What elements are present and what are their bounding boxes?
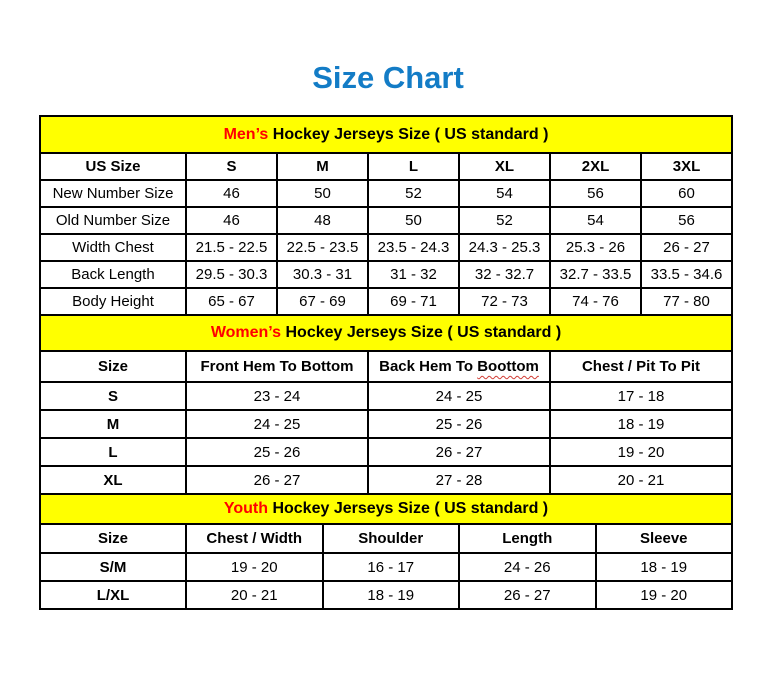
table-row [40,288,732,315]
size-value: 65 - 67 [186,288,277,315]
column-header: Size [40,524,186,553]
size-value: 20 - 21 [550,466,732,494]
column-header: S [186,153,277,180]
row-label: S [40,382,186,410]
size-value: 24 - 25 [368,382,550,410]
column-header: Shoulder [323,524,460,553]
size-value: 26 - 27 [368,438,550,466]
table-row [40,581,732,609]
size-value: 27 - 28 [368,466,550,494]
womens-caption-highlight: Women’s [210,324,282,341]
youth-caption-highlight: Youth [223,500,268,517]
size-value: 24 - 25 [186,410,368,438]
size-value: 24.3 - 25.3 [459,234,550,261]
mens-table-caption [39,115,733,154]
column-header: Chest / Width [186,524,323,553]
misspelled-word: Boottom [477,358,539,375]
womens-size-table [39,350,733,495]
table-row [40,207,732,234]
header-row [40,153,732,180]
size-value: 67 - 69 [277,288,368,315]
column-header: Chest / Pit To Pit [550,351,732,382]
youth-caption-text: Hockey Jerseys Size ( US standard ) [268,500,549,517]
size-value: 46 [186,207,277,234]
size-value: 56 [641,207,732,234]
header-row [40,524,732,553]
column-header: Front Hem To Bottom [186,351,368,382]
size-value: 18 - 19 [550,410,732,438]
size-value: 18 - 19 [323,581,460,609]
size-value: 74 - 76 [550,288,641,315]
table-row [40,261,732,288]
youth-size-table [39,523,733,610]
column-header: US Size [40,153,186,180]
size-value: 23 - 24 [186,382,368,410]
row-label: S/M [40,553,186,581]
size-value: 22.5 - 23.5 [277,234,368,261]
row-label: XL [40,466,186,494]
size-value: 32.7 - 33.5 [550,261,641,288]
page-title: Size Chart [312,60,464,95]
womens-table-caption [39,314,733,352]
row-label: L [40,438,186,466]
youth-size-section [39,493,733,610]
size-value: 18 - 19 [596,553,733,581]
row-label: Old Number Size [40,207,186,234]
size-chart-tables [39,115,733,610]
size-value: 19 - 20 [186,553,323,581]
table-row [40,180,732,207]
column-header-text: Back Hem To [379,358,478,375]
column-header: 2XL [550,153,641,180]
size-value: 30.3 - 31 [277,261,368,288]
youth-table-caption [39,493,733,525]
row-label: Body Height [40,288,186,315]
size-value: 25 - 26 [186,438,368,466]
column-header: M [277,153,368,180]
table-row [40,553,732,581]
size-value: 60 [641,180,732,207]
column-header: Sleeve [596,524,733,553]
column-header: 3XL [641,153,732,180]
size-value: 54 [550,207,641,234]
row-label: Back Length [40,261,186,288]
size-value: 77 - 80 [641,288,732,315]
table-row [40,234,732,261]
row-label: M [40,410,186,438]
womens-size-section [39,314,733,495]
mens-caption-highlight: Men’s [223,125,269,143]
table-row [40,382,732,410]
size-value: 72 - 73 [459,288,550,315]
size-value: 21.5 - 22.5 [186,234,277,261]
mens-caption-text: Hockey Jerseys Size ( US standard ) [268,125,549,143]
womens-caption-text: Hockey Jerseys Size ( US standard ) [281,324,562,341]
table-row [40,466,732,494]
size-value: 56 [550,180,641,207]
size-value: 29.5 - 30.3 [186,261,277,288]
size-value: 31 - 32 [368,261,459,288]
size-value: 46 [186,180,277,207]
size-value: 26 - 27 [186,466,368,494]
size-value: 26 - 27 [459,581,596,609]
size-value: 52 [368,180,459,207]
size-value: 25 - 26 [368,410,550,438]
column-header [368,351,550,382]
column-header: XL [459,153,550,180]
size-value: 16 - 17 [323,553,460,581]
column-header: L [368,153,459,180]
size-value: 23.5 - 24.3 [368,234,459,261]
mens-size-table [39,152,733,316]
size-value: 19 - 20 [596,581,733,609]
table-row [40,410,732,438]
mens-size-section [39,115,733,316]
size-value: 48 [277,207,368,234]
size-value: 32 - 32.7 [459,261,550,288]
header-row [40,351,732,382]
size-value: 50 [277,180,368,207]
size-value: 20 - 21 [186,581,323,609]
size-value: 19 - 20 [550,438,732,466]
table-row [40,438,732,466]
column-header: Length [459,524,596,553]
size-value: 52 [459,207,550,234]
row-label: L/XL [40,581,186,609]
size-value: 17 - 18 [550,382,732,410]
size-value: 50 [368,207,459,234]
size-value: 26 - 27 [641,234,732,261]
size-value: 69 - 71 [368,288,459,315]
row-label: New Number Size [40,180,186,207]
size-value: 24 - 26 [459,553,596,581]
size-value: 54 [459,180,550,207]
size-value: 25.3 - 26 [550,234,641,261]
column-header: Size [40,351,186,382]
size-value: 33.5 - 34.6 [641,261,732,288]
size-chart-page [0,60,776,610]
row-label: Width Chest [40,234,186,261]
